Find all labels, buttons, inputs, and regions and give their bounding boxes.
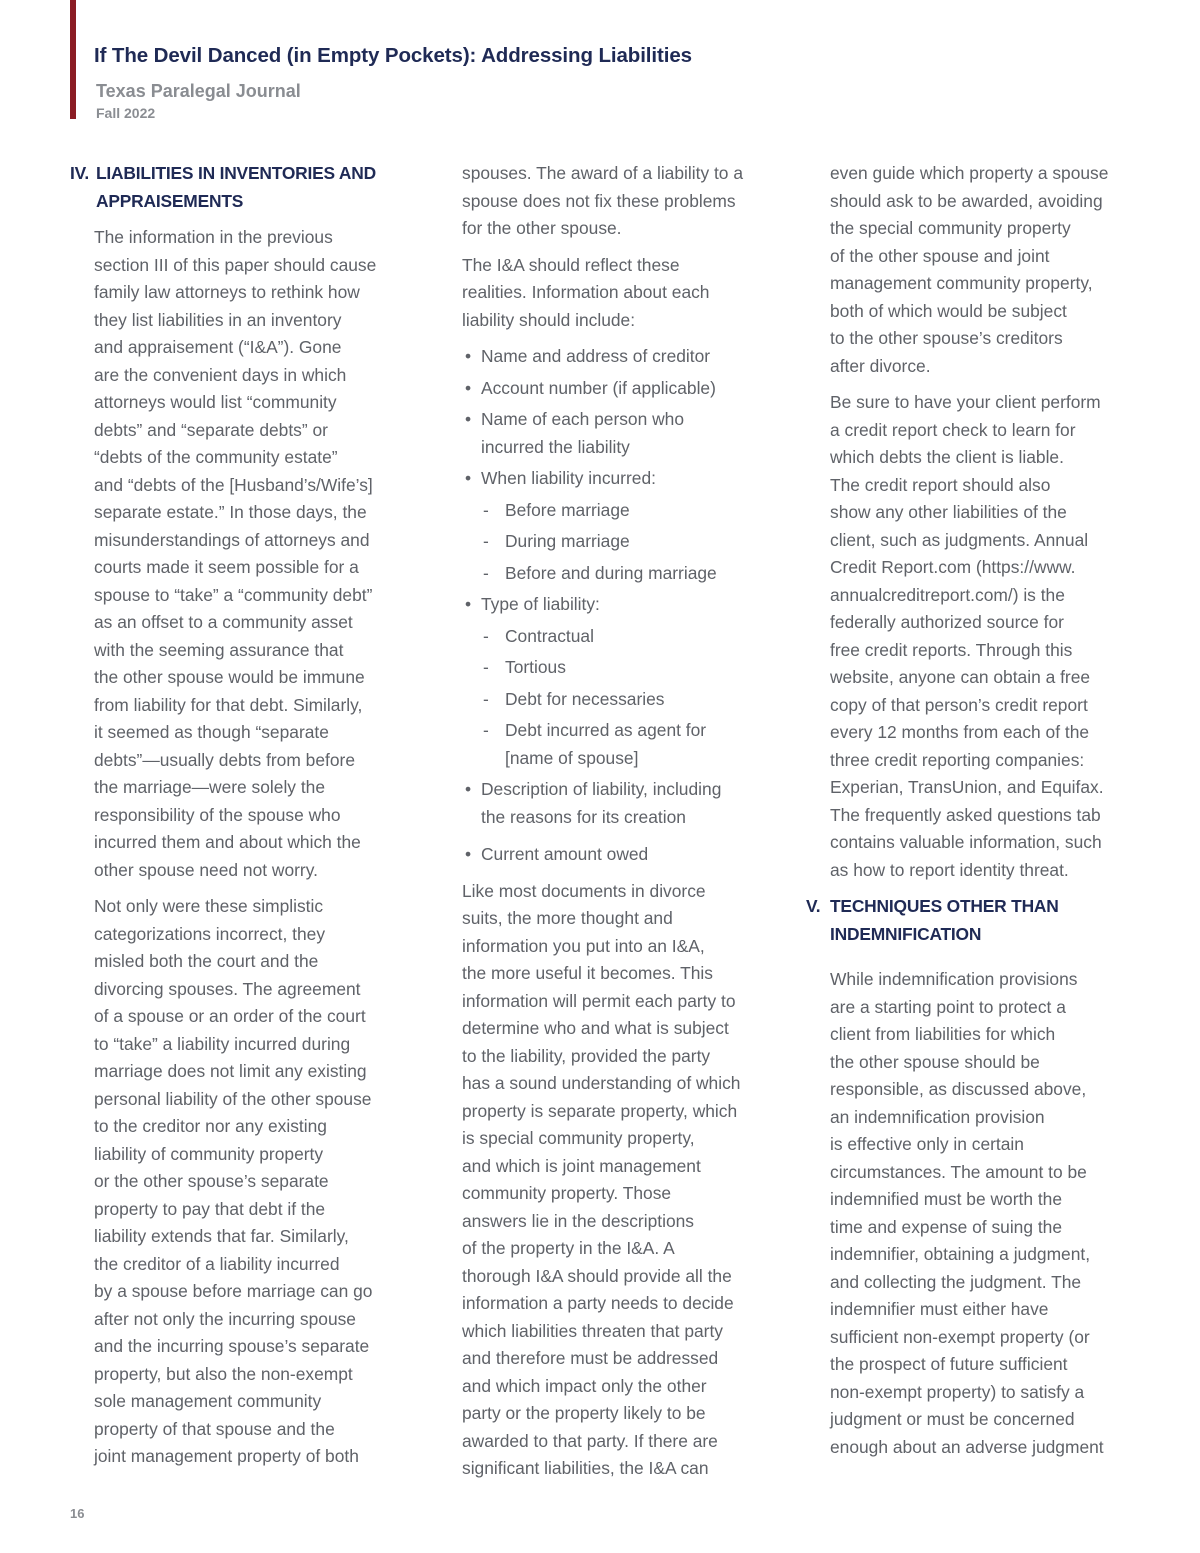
list-item-text: When liability incurred: xyxy=(481,468,656,488)
list-item-text: Current amount owed xyxy=(481,844,649,864)
text-line: by a spouse before marriage can go xyxy=(94,1281,373,1301)
text-line: to the liability, provided the party xyxy=(462,1045,711,1066)
text-line: as how to report identity threat. xyxy=(830,859,1069,880)
text-line: the reasons for its creation xyxy=(481,806,686,827)
text-line: and which is joint management xyxy=(462,1155,701,1176)
paragraph xyxy=(830,389,1136,884)
text-line: enough about an adverse judgment xyxy=(830,1436,1104,1457)
text-line: after divorce. xyxy=(830,355,931,376)
text-line: federally authorized source for xyxy=(830,612,1064,632)
text-line: is effective only in certain xyxy=(830,1134,1024,1154)
text-line: the more useful it becomes. This xyxy=(462,963,713,983)
text-line: realities. Information about each xyxy=(462,282,710,302)
list-item xyxy=(462,375,768,403)
text-line: spouses. The award of a liability to a xyxy=(462,163,743,183)
text-line: responsibility of the spouse who xyxy=(94,804,341,825)
article-title: If The Devil Danced (in Empty Pockets): Addressing Liabilities xyxy=(94,44,692,67)
liability-info-list xyxy=(462,343,768,869)
text-line: to “take” a liability incurred during xyxy=(94,1033,351,1054)
paragraph xyxy=(830,160,1136,380)
sub-list-item-text xyxy=(505,717,768,772)
text-line: Not only were these simplistic xyxy=(94,896,324,916)
text-line: free credit reports. Through this xyxy=(830,639,1073,660)
sub-list-item xyxy=(481,717,768,772)
dash-icon: - xyxy=(483,688,489,709)
section-number: IV. xyxy=(70,163,90,183)
text-line: for the other spouse. xyxy=(462,218,622,238)
text-line: property to pay that debt if the xyxy=(94,1198,326,1219)
text-line: time and expense of suing the xyxy=(830,1216,1063,1237)
text-line: is special community property, xyxy=(462,1128,695,1148)
bullet-icon: • xyxy=(465,409,472,429)
text-line: awarded to that party. If there are xyxy=(462,1430,718,1451)
text-line: copy of that person’s credit report xyxy=(830,694,1088,715)
column-3 xyxy=(806,160,1136,1470)
text-line: community property. Those xyxy=(462,1183,672,1203)
text-line: should ask to be awarded, avoiding xyxy=(830,190,1103,211)
text-line: courts made it seem possible for a xyxy=(94,557,359,577)
sub-list-item xyxy=(481,497,768,525)
text-line: party or the property likely to be xyxy=(462,1403,706,1423)
text-line: indemnified must be worth the xyxy=(830,1189,1062,1209)
text-line: section III of this paper should cause xyxy=(94,254,377,275)
text-line: it seemed as though “separate xyxy=(94,722,329,742)
text-line: and “debts of the [Husband’s/Wife’s] xyxy=(94,474,373,495)
text-line: management community property, xyxy=(830,273,1093,293)
sub-list-item xyxy=(481,560,768,588)
text-line: and appraisement (“I&A”). Gone xyxy=(94,337,342,357)
text-line: of a spouse or an order of the court xyxy=(94,1006,366,1026)
dash-icon: - xyxy=(483,499,489,520)
text-line: misunderstandings of attorneys and xyxy=(94,529,370,550)
list-item xyxy=(462,343,768,371)
list-item-text xyxy=(481,776,768,831)
list-item-text xyxy=(481,406,768,461)
sub-list-item xyxy=(481,654,768,682)
header-accent-bar xyxy=(70,0,76,119)
list-item xyxy=(462,465,768,587)
text-line: suits, the more thought and xyxy=(462,908,673,928)
list-item xyxy=(462,406,768,461)
text-line: liability of community property xyxy=(94,1143,324,1164)
text-line: responsible, as discussed above, xyxy=(830,1079,1087,1099)
text-line: and therefore must be addressed xyxy=(462,1348,719,1368)
bullet-icon: • xyxy=(465,346,472,366)
text-line: a credit report check to learn for xyxy=(830,419,1076,440)
text-line: other spouse need not worry. xyxy=(94,859,318,880)
sub-list-item-text: During marriage xyxy=(505,531,630,551)
text-line: marriage does not limit any existing xyxy=(94,1061,367,1081)
text-line: debts” and “separate debts” or xyxy=(94,419,328,440)
text-line: The information in the previous xyxy=(94,227,333,247)
text-line: which liabilities threaten that party xyxy=(462,1320,723,1341)
text-line: categorizations incorrect, they xyxy=(94,923,326,944)
text-line: even guide which property a spouse xyxy=(830,163,1109,183)
text-line: the other spouse would be immune xyxy=(94,667,365,687)
text-line: personal liability of the other spouse xyxy=(94,1088,372,1109)
text-line: property, but also the non-exempt xyxy=(94,1363,353,1384)
text-line: client, such as judgments. Annual xyxy=(830,529,1089,550)
text-line: The credit report should also xyxy=(830,474,1051,495)
text-line: they list liabilities in an inventory xyxy=(94,309,342,330)
text-line: annualcreditreport.com/) is the xyxy=(830,584,1065,605)
text-line: Like most documents in divorce xyxy=(462,880,706,901)
paragraph xyxy=(830,966,1136,1461)
bullet-icon: • xyxy=(465,844,472,864)
text-line: from liability for that debt. Similarly, xyxy=(94,694,363,715)
text-line: client from liabilities for which xyxy=(830,1024,1056,1044)
paragraph xyxy=(94,893,400,1471)
text-line: the marriage—were solely the xyxy=(94,777,326,797)
paragraph xyxy=(94,224,400,884)
dash-icon: - xyxy=(483,562,489,583)
text-line: Be sure to have your client perform xyxy=(830,392,1101,412)
text-line: liability extends that far. Similarly, xyxy=(94,1226,349,1246)
text-line: information you put into an I&A, xyxy=(462,935,705,956)
sub-list-item-text: Before marriage xyxy=(505,499,630,520)
text-line: of the property in the I&A. A xyxy=(462,1238,675,1258)
column-1 xyxy=(70,160,400,1480)
heading-line: LIABILITIES IN INVENTORIES AND xyxy=(96,163,377,183)
list-item xyxy=(462,776,768,831)
text-line: Experian, TransUnion, and Equifax. xyxy=(830,777,1104,797)
text-line: every 12 months from each of the xyxy=(830,722,1090,742)
list-item xyxy=(462,841,768,869)
sub-list-item xyxy=(481,686,768,714)
text-line: Credit Report.com (https://www. xyxy=(830,557,1076,577)
section-number: V. xyxy=(806,896,821,916)
sub-list xyxy=(481,623,768,773)
bullet-icon: • xyxy=(465,377,472,398)
sub-list-item xyxy=(481,528,768,556)
text-line: The I&A should reflect these xyxy=(462,254,680,275)
text-line: show any other liabilities of the xyxy=(830,502,1067,522)
heading-line: APPRAISEMENTS xyxy=(96,190,244,211)
text-line: has a sound understanding of which xyxy=(462,1073,741,1093)
text-line: to the creditor nor any existing xyxy=(94,1116,327,1136)
text-line: the other spouse should be xyxy=(830,1051,1040,1072)
text-line: or the other spouse’s separate xyxy=(94,1171,329,1191)
heading-line: INDEMNIFICATION xyxy=(830,923,982,944)
text-line: While indemnification provisions xyxy=(830,969,1078,989)
sub-list-item-text: Debt for necessaries xyxy=(505,688,665,709)
sub-list-item-text: Before and during marriage xyxy=(505,562,717,583)
text-line: joint management property of both xyxy=(94,1446,359,1466)
paragraph xyxy=(462,160,768,243)
text-line: Debt incurred as agent for xyxy=(505,720,707,740)
column-2 xyxy=(462,160,768,1492)
text-line: sole management community xyxy=(94,1391,322,1411)
text-line: indemnifier, obtaining a judgment, xyxy=(830,1244,1091,1264)
issue-date: Fall 2022 xyxy=(96,105,156,121)
text-line: an indemnification provision xyxy=(830,1106,1045,1127)
text-line: determine who and what is subject xyxy=(462,1018,729,1038)
text-line: answers lie in the descriptions xyxy=(462,1210,694,1231)
bullet-icon: • xyxy=(465,468,472,488)
text-line: of the other spouse and joint xyxy=(830,245,1050,266)
text-line: misled both the court and the xyxy=(94,951,319,971)
sub-list-item-text: Contractual xyxy=(505,625,594,646)
text-line: “debts of the community estate” xyxy=(94,447,338,467)
text-line: website, anyone can obtain a free xyxy=(830,667,1091,687)
text-line: are a starting point to protect a xyxy=(830,996,1066,1017)
list-item-text: Name and address of creditor xyxy=(481,346,711,366)
text-line: spouse does not fix these problems xyxy=(462,190,736,211)
list-item-text: Type of liability: xyxy=(481,594,600,614)
list-item xyxy=(462,591,768,772)
text-line: and collecting the judgment. The xyxy=(830,1271,1082,1292)
text-line: and which impact only the other xyxy=(462,1375,707,1396)
text-line: and the incurring spouse’s separate xyxy=(94,1336,370,1356)
text-line: circumstances. The amount to be xyxy=(830,1161,1087,1182)
text-line: non-exempt property) to satisfy a xyxy=(830,1381,1085,1402)
text-line: both of which would be subject xyxy=(830,300,1067,321)
text-line: judgment or must be concerned xyxy=(830,1409,1075,1429)
text-line: separate estate.” In those days, the xyxy=(94,502,367,522)
text-line: attorneys would list “community xyxy=(94,392,337,412)
text-line: incurred them and about which the xyxy=(94,832,361,852)
paragraph xyxy=(462,878,768,1483)
text-line: divorcing spouses. The agreement xyxy=(94,978,361,999)
heading-line: TECHNIQUES OTHER THAN xyxy=(830,896,1059,916)
text-line: thorough I&A should provide all the xyxy=(462,1265,732,1286)
dash-icon: - xyxy=(483,720,489,740)
section-heading-v xyxy=(806,893,1136,948)
text-line: indemnifier must either have xyxy=(830,1299,1049,1319)
text-line: are the convenient days in which xyxy=(94,364,347,385)
text-line: significant liabilities, the I&A can xyxy=(462,1458,709,1478)
text-line: with the seeming assurance that xyxy=(94,639,344,660)
text-line: the creditor of a liability incurred xyxy=(94,1253,340,1274)
text-line: The frequently asked questions tab xyxy=(830,804,1101,825)
dash-icon: - xyxy=(483,625,489,646)
sub-list-item-text: Tortious xyxy=(505,657,566,677)
text-line: contains valuable information, such xyxy=(830,832,1102,852)
text-line: the special community property xyxy=(830,218,1071,238)
text-line: three credit reporting companies: xyxy=(830,749,1085,770)
text-line: incurred the liability xyxy=(481,436,630,457)
text-line: [name of spouse] xyxy=(505,747,639,768)
text-line: Description of liability, including xyxy=(481,779,722,799)
paragraph xyxy=(462,252,768,335)
section-heading-iv xyxy=(70,160,400,215)
text-line: after not only the incurring spouse xyxy=(94,1308,356,1329)
text-line: debts”—usually debts from before xyxy=(94,749,355,770)
text-line: property is separate property, which xyxy=(462,1100,738,1121)
text-line: as an offset to a community asset xyxy=(94,612,353,632)
page-number: 16 xyxy=(70,1506,85,1521)
text-line: sufficient non-exempt property (or xyxy=(830,1326,1090,1347)
dash-icon: - xyxy=(483,531,489,551)
text-line: which debts the client is liable. xyxy=(830,447,1064,467)
text-line: information a party needs to decide xyxy=(462,1293,734,1313)
text-line: spouse to “take” a “community debt” xyxy=(94,584,373,605)
sub-list xyxy=(481,497,768,588)
bullet-icon: • xyxy=(465,779,472,799)
text-line: to the other spouse’s creditors xyxy=(830,328,1063,348)
sub-list-item xyxy=(481,623,768,651)
text-line: family law attorneys to rethink how xyxy=(94,282,360,302)
text-line: Name of each person who xyxy=(481,409,685,429)
text-line: the prospect of future sufficient xyxy=(830,1354,1068,1374)
journal-name: Texas Paralegal Journal xyxy=(96,81,301,101)
text-line: property of that spouse and the xyxy=(94,1418,335,1439)
bullet-icon: • xyxy=(465,594,472,614)
text-line: information will permit each party to xyxy=(462,990,736,1011)
dash-icon: - xyxy=(483,657,489,677)
text-line: liability should include: xyxy=(462,309,636,330)
list-item-text: Account number (if applicable) xyxy=(481,377,716,398)
